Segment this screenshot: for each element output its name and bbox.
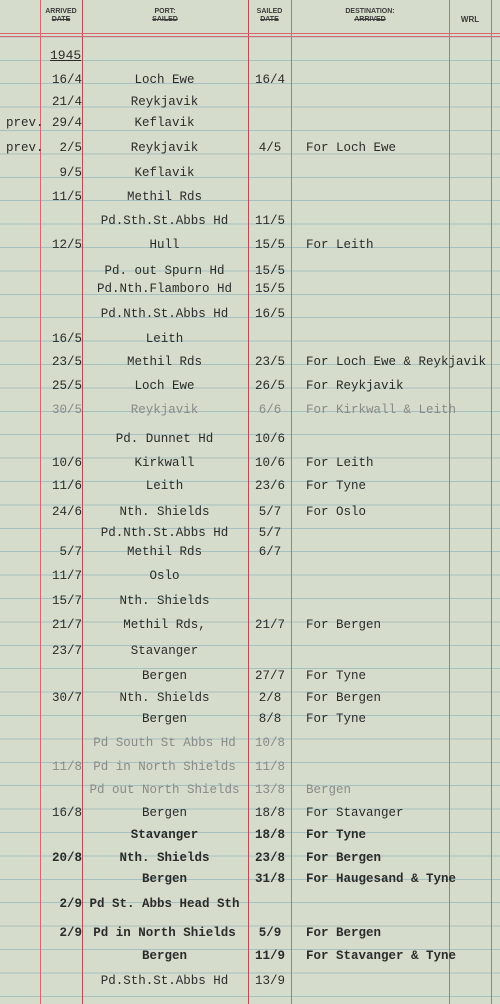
arrived-date: 10/6: [51, 456, 82, 470]
port-name: Pd.Nth.St.Abbs Hd: [100, 526, 229, 540]
arrived-date: 23/5: [51, 355, 82, 369]
arrived-date: 2/9: [59, 897, 82, 911]
log-row: [0, 803, 500, 823]
log-row: [0, 235, 500, 255]
sailed-date: 11/9: [254, 949, 285, 963]
log-row: [0, 187, 500, 207]
destination: For Kirkwall & Leith: [306, 403, 457, 417]
destination: For Tyne: [306, 479, 367, 493]
log-row: [0, 780, 500, 800]
port-name: Methil Rds: [126, 190, 202, 204]
sailed-date: 10/6: [254, 456, 285, 470]
port-name: Hull: [149, 238, 180, 252]
log-row: [0, 261, 500, 281]
header-arrived-label: ARRIVED: [45, 8, 77, 15]
port-name: Stavanger: [130, 644, 199, 658]
port-name: Keflavik: [134, 166, 195, 180]
arrived-date: 16/5: [51, 332, 82, 346]
log-row: [0, 502, 500, 522]
arrived-date: 2/9: [59, 926, 82, 940]
port-name: Methil Rds: [126, 545, 202, 559]
port-name: Pd out North Shields: [89, 783, 240, 797]
arrived-date: 23/7: [51, 644, 82, 658]
arrived-date: 20/8: [51, 851, 82, 865]
log-row: [0, 476, 500, 496]
port-name: Pd. Dunnet Hd: [115, 432, 214, 446]
destination: For Leith: [306, 456, 374, 470]
header-port-struck: SAILED: [152, 16, 178, 23]
destination: For Tyne: [306, 669, 367, 683]
sailed-date: 11/8: [254, 760, 285, 774]
arrived-date: 12/5: [51, 238, 82, 252]
header-destination-struck: ARRIVED: [354, 16, 386, 23]
sailed-date: 10/6: [254, 432, 285, 446]
port-name: Kirkwall: [134, 456, 195, 470]
arrived-date: 24/6: [51, 505, 82, 519]
log-row: [0, 688, 500, 708]
log-row: [0, 869, 500, 889]
destination: For Tyne: [306, 828, 367, 842]
destination: For Tyne: [306, 712, 367, 726]
log-row: [0, 138, 500, 158]
log-row: [0, 641, 500, 661]
log-row: [0, 923, 500, 943]
sailed-date: 21/7: [254, 618, 285, 632]
arrived-date: 11/6: [51, 479, 82, 493]
port-name: Pd.Nth.Flamboro Hd: [96, 282, 233, 296]
year-heading: 1945: [50, 48, 82, 63]
sailed-date: 5/7: [258, 505, 282, 519]
port-name: Methil Rds,: [123, 618, 206, 632]
destination: For Bergen: [306, 926, 382, 940]
sailed-date: 31/8: [254, 872, 285, 886]
port-name: Loch Ewe: [134, 73, 195, 87]
row-prefix: prev.: [6, 116, 44, 130]
port-name: Pd South St Abbs Hd: [93, 736, 236, 750]
sailed-date: 5/9: [258, 926, 282, 940]
destination: For Leith: [306, 238, 374, 252]
header-sailed: [248, 8, 291, 24]
port-name: Bergen: [141, 872, 187, 886]
header-destination-label: DESTINATION: [345, 8, 393, 15]
arrived-date: 25/5: [51, 379, 82, 393]
port-name: Reykjavik: [130, 95, 199, 109]
log-row: [0, 894, 500, 914]
port-name: Loch Ewe: [134, 379, 195, 393]
destination: For Bergen: [306, 618, 382, 632]
sailed-date: 27/7: [254, 669, 285, 683]
sailed-date: 6/7: [258, 545, 282, 559]
log-row: [0, 825, 500, 845]
log-row: [0, 352, 500, 372]
header-sailed-label: SAILED: [256, 8, 283, 15]
arrived-date: 16/4: [51, 73, 82, 87]
destination: For Loch Ewe: [306, 141, 397, 155]
log-row: [0, 615, 500, 635]
log-row: [0, 92, 500, 112]
arrived-date: 11/5: [51, 190, 82, 204]
sailed-date: 16/5: [254, 307, 285, 321]
log-row: [0, 971, 500, 991]
port-name: Stavanger: [130, 828, 199, 842]
sailed-date: 4/5: [258, 141, 282, 155]
port-name: Bergen: [141, 669, 187, 683]
port-name: Leith: [145, 332, 184, 346]
destination: For Oslo: [306, 505, 367, 519]
log-row: [0, 279, 500, 299]
port-name: Pd.Sth.St.Abbs Hd: [100, 214, 229, 228]
log-row: [0, 946, 500, 966]
sailed-date: 16/4: [254, 73, 285, 87]
port-name: Nth. Shields: [119, 851, 210, 865]
header-rule: [0, 33, 500, 34]
port-name: Pd in North Shields: [93, 926, 236, 940]
sailed-date: 6/6: [258, 403, 282, 417]
port-name: Keflavik: [134, 116, 195, 130]
destination: For Loch Ewe & Reykjavik: [306, 355, 487, 369]
sailed-date: 10/8: [254, 736, 285, 750]
port-name: Methil Rds: [126, 355, 202, 369]
arrived-date: 30/5: [51, 403, 82, 417]
arrived-date: 16/8: [51, 806, 82, 820]
port-name: Reykjavik: [130, 141, 199, 155]
arrived-date: 15/7: [51, 594, 82, 608]
port-name: Pd in North Shields: [93, 760, 236, 774]
sailed-date: 23/8: [254, 851, 285, 865]
log-row: [0, 70, 500, 90]
sailed-date: 15/5: [254, 282, 285, 296]
arrived-date: 11/8: [51, 760, 82, 774]
port-name: Pd. out Spurn Hd: [104, 264, 225, 278]
log-row: [0, 709, 500, 729]
header-wrl: WRL: [460, 15, 480, 24]
destination: For Stavanger & Tyne: [306, 949, 457, 963]
log-row: [0, 113, 500, 133]
arrived-date: 9/5: [59, 166, 82, 180]
header-port-label: PORT: [154, 8, 174, 15]
log-row: [0, 329, 500, 349]
destination: For Haugesand & Tyne: [306, 872, 457, 886]
sailed-date: 5/7: [258, 526, 282, 540]
log-row: [0, 848, 500, 868]
sailed-date: 15/5: [254, 238, 285, 252]
log-row: [0, 400, 500, 420]
header-rule: [0, 36, 500, 37]
log-row: [0, 376, 500, 396]
arrived-date: 21/4: [51, 95, 82, 109]
sailed-date: 15/5: [254, 264, 285, 278]
log-row: [0, 542, 500, 562]
arrived-date: 11/7: [51, 569, 82, 583]
port-name: Reykjavik: [130, 403, 199, 417]
sailed-date: 18/8: [254, 828, 285, 842]
destination: For Reykjavik: [306, 379, 404, 393]
arrived-date: 30/7: [51, 691, 82, 705]
log-row: [0, 566, 500, 586]
arrived-date: 29/4: [51, 116, 82, 130]
port-name: Oslo: [149, 569, 180, 583]
port-name: Bergen: [141, 806, 187, 820]
sailed-date: 13/9: [254, 974, 285, 988]
destination: For Bergen: [306, 851, 382, 865]
header-destination: DESTINATION: ARRIVED: [291, 8, 449, 24]
header-arrived-struck: DATE: [51, 16, 71, 23]
sailed-date: 2/8: [258, 691, 282, 705]
destination: For Bergen: [306, 691, 382, 705]
port-name: Pd.Sth.St.Abbs Hd: [100, 974, 229, 988]
port-name: Leith: [145, 479, 184, 493]
log-row: [0, 304, 500, 324]
arrived-date: 21/7: [51, 618, 82, 632]
sailed-date: 26/5: [254, 379, 285, 393]
sailed-date: 11/5: [254, 214, 285, 228]
log-row: [0, 757, 500, 777]
log-row: [0, 211, 500, 231]
arrived-date: 2/5: [59, 141, 82, 155]
log-row: [0, 733, 500, 753]
log-row: [0, 666, 500, 686]
port-name: Pd St. Abbs Head Sth: [89, 897, 240, 911]
log-row: [0, 453, 500, 473]
port-name: Nth. Shields: [119, 691, 210, 705]
destination: Bergen: [306, 783, 352, 797]
sailed-date: 13/8: [254, 783, 285, 797]
header-port: PORT: SAILED: [82, 8, 248, 24]
sailed-date: 23/5: [254, 355, 285, 369]
port-name: Bergen: [141, 949, 187, 963]
port-name: Pd.Nth.St.Abbs Hd: [100, 307, 229, 321]
row-prefix: prev.: [6, 141, 44, 155]
sailed-date: 8/8: [258, 712, 282, 726]
log-row: [0, 523, 500, 543]
port-name: Bergen: [141, 712, 187, 726]
log-row: [0, 163, 500, 183]
header-sailed-struck: DATE: [260, 16, 279, 23]
destination: For Stavanger: [306, 806, 404, 820]
header-arrived: [40, 8, 82, 24]
arrived-date: 5/7: [59, 545, 82, 559]
sailed-date: 23/6: [254, 479, 285, 493]
log-row: [0, 429, 500, 449]
log-row: [0, 591, 500, 611]
sailed-date: 18/8: [254, 806, 285, 820]
port-name: Nth. Shields: [119, 505, 210, 519]
port-name: Nth. Shields: [119, 594, 210, 608]
